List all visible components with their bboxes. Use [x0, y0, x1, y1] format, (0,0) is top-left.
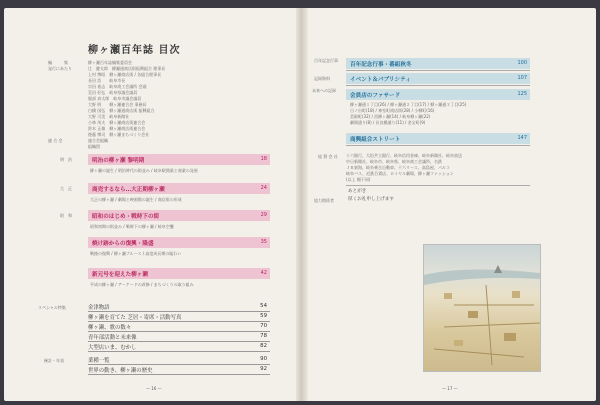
- chapter-page: 18: [260, 156, 267, 162]
- credit-text: 宗田 裕志 岐阜商工会議所 会頭: [88, 84, 147, 89]
- page-number-right: — 17 —: [442, 386, 458, 391]
- credit-text: 上村 博昭 柳ヶ瀬商店街 / 各組合理事長: [88, 72, 162, 77]
- cooperation-line: ＪＲ東海、岐阜乗合自動車、十六リース、高島屋、パルコ: [346, 165, 450, 170]
- page-number-left: — 16 —: [146, 386, 162, 391]
- chapter-header[interactable]: [88, 210, 270, 221]
- credit-text: 大野 可美 岐阜新聞社: [88, 114, 130, 119]
- credit-label: 編 集: [48, 60, 68, 65]
- chapter-page: 100: [517, 60, 527, 66]
- book-gutter: [296, 8, 308, 401]
- credit-text: 辻 慶太郎 柳瀬通商店街振興組合 理事長: [88, 66, 166, 71]
- history-item[interactable]: 世界の動き、柳ヶ瀬の歴史 92: [88, 366, 270, 375]
- chapter-header[interactable]: [346, 89, 530, 100]
- history-item[interactable]: 業種一覧 90: [88, 356, 270, 365]
- cooperation-line: 岐阜バス、近鉄百貨店、ロイヤル劇場、柳ヶ瀬ファッション: [346, 171, 454, 176]
- credit-text: 後藤 博司 柳ヶ瀬まちづくり会社: [88, 132, 150, 137]
- chapter-page: 125: [517, 91, 527, 97]
- chapter-header[interactable]: [346, 58, 530, 69]
- facade-line: 美殿町(32) / 西柳ヶ瀬(14) / 岐阜柳ヶ瀬(22): [350, 114, 431, 119]
- cooperation-line: 中日新聞社、岐阜市、岐阜県、岐阜商工会議所、名鉄: [346, 159, 442, 164]
- chapter-summary: 大正の柳ヶ瀬 / 劇場と映画館の誕生 / 商店街の形成: [90, 197, 182, 202]
- chapter-page: 42: [260, 270, 267, 276]
- chapter-header[interactable]: [346, 73, 530, 84]
- chapter-title: 昭和のはじめ・戦時下の街: [92, 214, 160, 220]
- era-label: 大 正: [60, 186, 72, 191]
- chapter-summary: 柳ヶ瀬の誕生 / 明治時代の街並み / 岐阜駅開業と商業の発展: [90, 168, 198, 173]
- credit-text: 長田 浩 岐阜市長: [88, 78, 126, 83]
- facade-line: 日ノ出町(18) / 神室町商店街(28) / 小柳町(16): [350, 108, 435, 113]
- chapter-title: 焼け跡からの復興・隆盛: [92, 241, 154, 247]
- chapter-title: 百年記念行事・番組秋冬: [350, 62, 412, 68]
- afterword-label: あとがき: [348, 189, 367, 194]
- special-item[interactable]: 金津物語 54: [88, 303, 270, 312]
- credit-text: 柳ヶ瀬百年誌編集委員会: [88, 60, 132, 65]
- chapter-page: 147: [517, 135, 527, 141]
- special-item[interactable]: 柳ヶ瀬を育てた 芝居・寄席・活動写真 59: [88, 313, 270, 322]
- chapter-title: イベント＆パブリシティ: [350, 77, 411, 83]
- chapter-header[interactable]: [346, 133, 530, 144]
- facade-line: 劇場通り(8) / 長良橋通り(11) / 金宝町(9): [350, 120, 426, 125]
- section-label: 記録資料: [314, 76, 330, 81]
- credit-text: 小林 茂夫 柳ヶ瀬商店街連合会: [88, 120, 146, 125]
- special-item[interactable]: 青年部活動と未来像 78: [88, 333, 270, 342]
- cooperation-line: 十六銀行、大垣共立銀行、岐阜信用金庫、岐阜新聞社、岐阜放送: [346, 153, 462, 158]
- chapter-summary: 戦後の復興 / 柳ヶ瀬ブルース / 高度成長期の賑わい: [90, 251, 182, 256]
- credit-text: 服部 真太郎 岐阜市議会議員: [88, 96, 142, 101]
- chapter-summary: 平成の柳ヶ瀬 / アーケードの改修 / まちづくりの取り組み: [90, 282, 194, 287]
- support-label: 協力関係者: [314, 198, 334, 203]
- facade-line: 柳ヶ瀬通１丁目(26) / 柳ヶ瀬通２丁目(17) / 柳ヶ瀬通３丁目(25): [350, 102, 467, 107]
- page-title: 柳ヶ瀬百年誌 目次: [88, 45, 181, 56]
- chapter-page: 35: [260, 239, 267, 245]
- history-label: 統計・年表: [44, 358, 64, 363]
- city-map-image: [424, 245, 540, 371]
- section-label: 百年記念行事: [314, 58, 338, 63]
- credit-text: 白橋 国弘 柳ヶ瀬通商店街 振興組合: [88, 108, 155, 113]
- chapter-header[interactable]: [88, 154, 270, 165]
- city-illustration: [423, 244, 541, 372]
- credit-label: 発行にあたり: [48, 66, 72, 71]
- credit-text: 連合会組織: [88, 138, 108, 143]
- era-label: 昭 和: [60, 213, 72, 218]
- section-label: 未来への記録: [312, 88, 336, 93]
- credit-text: 大野 明 柳ヶ瀬連合会 事務局: [88, 102, 147, 107]
- afterword-line: 厚くお礼申し上げます: [348, 197, 394, 202]
- chapter-title: 会員店のファサード: [350, 93, 401, 99]
- chapter-title: 明治の柳ヶ瀬 黎明期: [92, 158, 145, 164]
- special-item[interactable]: 柳ヶ瀬、歌の数々 70: [88, 323, 270, 332]
- chapter-header[interactable]: [88, 237, 270, 248]
- chapter-page: 29: [260, 212, 267, 218]
- chapter-title: 商売するなら…大正期柳ヶ瀬: [92, 187, 165, 193]
- chapter-header[interactable]: [88, 183, 270, 194]
- era-label: 明 治: [60, 157, 72, 162]
- chapter-header[interactable]: [88, 268, 270, 279]
- chapter-page: 24: [260, 185, 267, 191]
- chapter-title: 商興組合ストリート: [350, 137, 401, 143]
- credit-text: 荒田 好弘 岐阜県議会議員: [88, 90, 138, 95]
- credit-label: 連 合 会: [48, 138, 63, 143]
- chapter-page: 107: [517, 75, 527, 81]
- special-item[interactable]: 大型店いま、むかし 82: [88, 343, 270, 352]
- credit-text: 組織図: [88, 144, 100, 149]
- chapter-title: 新元号を迎えた柳ヶ瀬: [92, 272, 148, 278]
- credit-text: 鈴木 正雄 柳ヶ瀬商店街連合会: [88, 126, 146, 131]
- specials-label: スペシャル特集: [38, 305, 66, 310]
- cooperation-label: 協 賛 会 社: [318, 154, 338, 159]
- cooperation-line: (以上 順不同): [346, 177, 371, 182]
- chapter-summary: 昭和初期の街並み / 戦時下の柳ヶ瀬 / 岐阜空襲: [90, 224, 174, 229]
